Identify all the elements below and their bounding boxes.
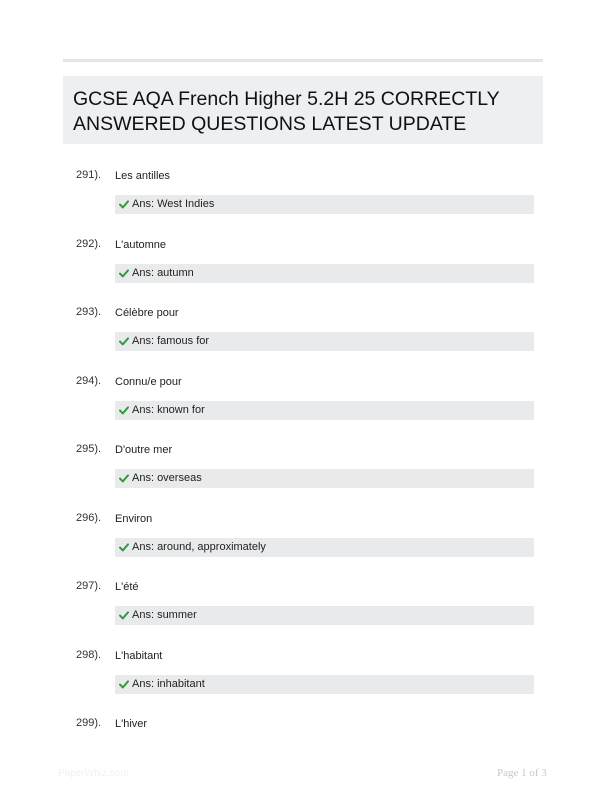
document-title: GCSE AQA French Higher 5.2H 25 CORRECTLY ANSWERED QUESTIONS LATEST UPDATE (73, 88, 500, 135)
question-item (63, 717, 543, 777)
question-number: 299). (76, 717, 102, 729)
question-text: L'habitant (115, 649, 163, 662)
footer-watermark: PaperWhiz.com (58, 768, 129, 779)
answer-text: Ans: known for (132, 403, 205, 416)
question-number: 296). (76, 511, 102, 524)
check-icon (119, 337, 129, 346)
check-icon (119, 474, 129, 483)
question-number: 297). (76, 580, 102, 592)
answer-text: Ans: autumn (132, 266, 194, 279)
answer-text: Ans: inhabitant (132, 677, 205, 690)
question-item (63, 238, 543, 298)
answer-box (115, 195, 534, 214)
answer-box (115, 606, 534, 625)
check-icon (119, 200, 129, 209)
answer-text: Ans: West Indies (132, 198, 215, 210)
question-text: Connu/e pour (115, 375, 182, 388)
question-number: 294). (76, 374, 102, 387)
answer-box (115, 538, 534, 557)
question-text: D'outre mer (115, 444, 173, 456)
question-item (63, 169, 543, 229)
question-item (63, 512, 543, 572)
question-text: Les antilles (115, 170, 171, 182)
question-text: Environ (115, 512, 153, 525)
question-item (63, 443, 543, 503)
question-number: 293). (76, 306, 102, 318)
answer-box (115, 675, 534, 694)
question-item (63, 375, 543, 435)
question-item (63, 649, 543, 709)
answer-box (115, 332, 534, 351)
check-icon (119, 611, 129, 620)
question-number: 291). (76, 169, 102, 181)
check-icon (119, 406, 129, 415)
question-text: Célèbre pour (115, 307, 179, 319)
question-text: L'été (115, 581, 139, 593)
answer-box (115, 401, 534, 420)
answer-text: Ans: overseas (132, 472, 202, 484)
check-icon (119, 543, 129, 552)
answer-text: Ans: famous for (132, 335, 210, 347)
answer-box (115, 469, 534, 488)
answer-text: Ans: summer (132, 609, 197, 621)
question-text: L'automne (115, 238, 167, 251)
check-icon (119, 269, 129, 278)
check-icon (119, 680, 129, 689)
answer-box (115, 264, 534, 283)
question-item (63, 580, 543, 640)
answer-text: Ans: around, approximately (132, 540, 266, 553)
page-number: Page 1 of 3 (497, 767, 547, 779)
title-box (63, 76, 543, 144)
question-number: 292). (76, 237, 102, 250)
top-divider (63, 59, 543, 62)
question-number: 298). (76, 648, 102, 661)
question-number: 295). (76, 443, 102, 455)
question-item (63, 306, 543, 366)
question-text: L'hiver (115, 718, 148, 730)
